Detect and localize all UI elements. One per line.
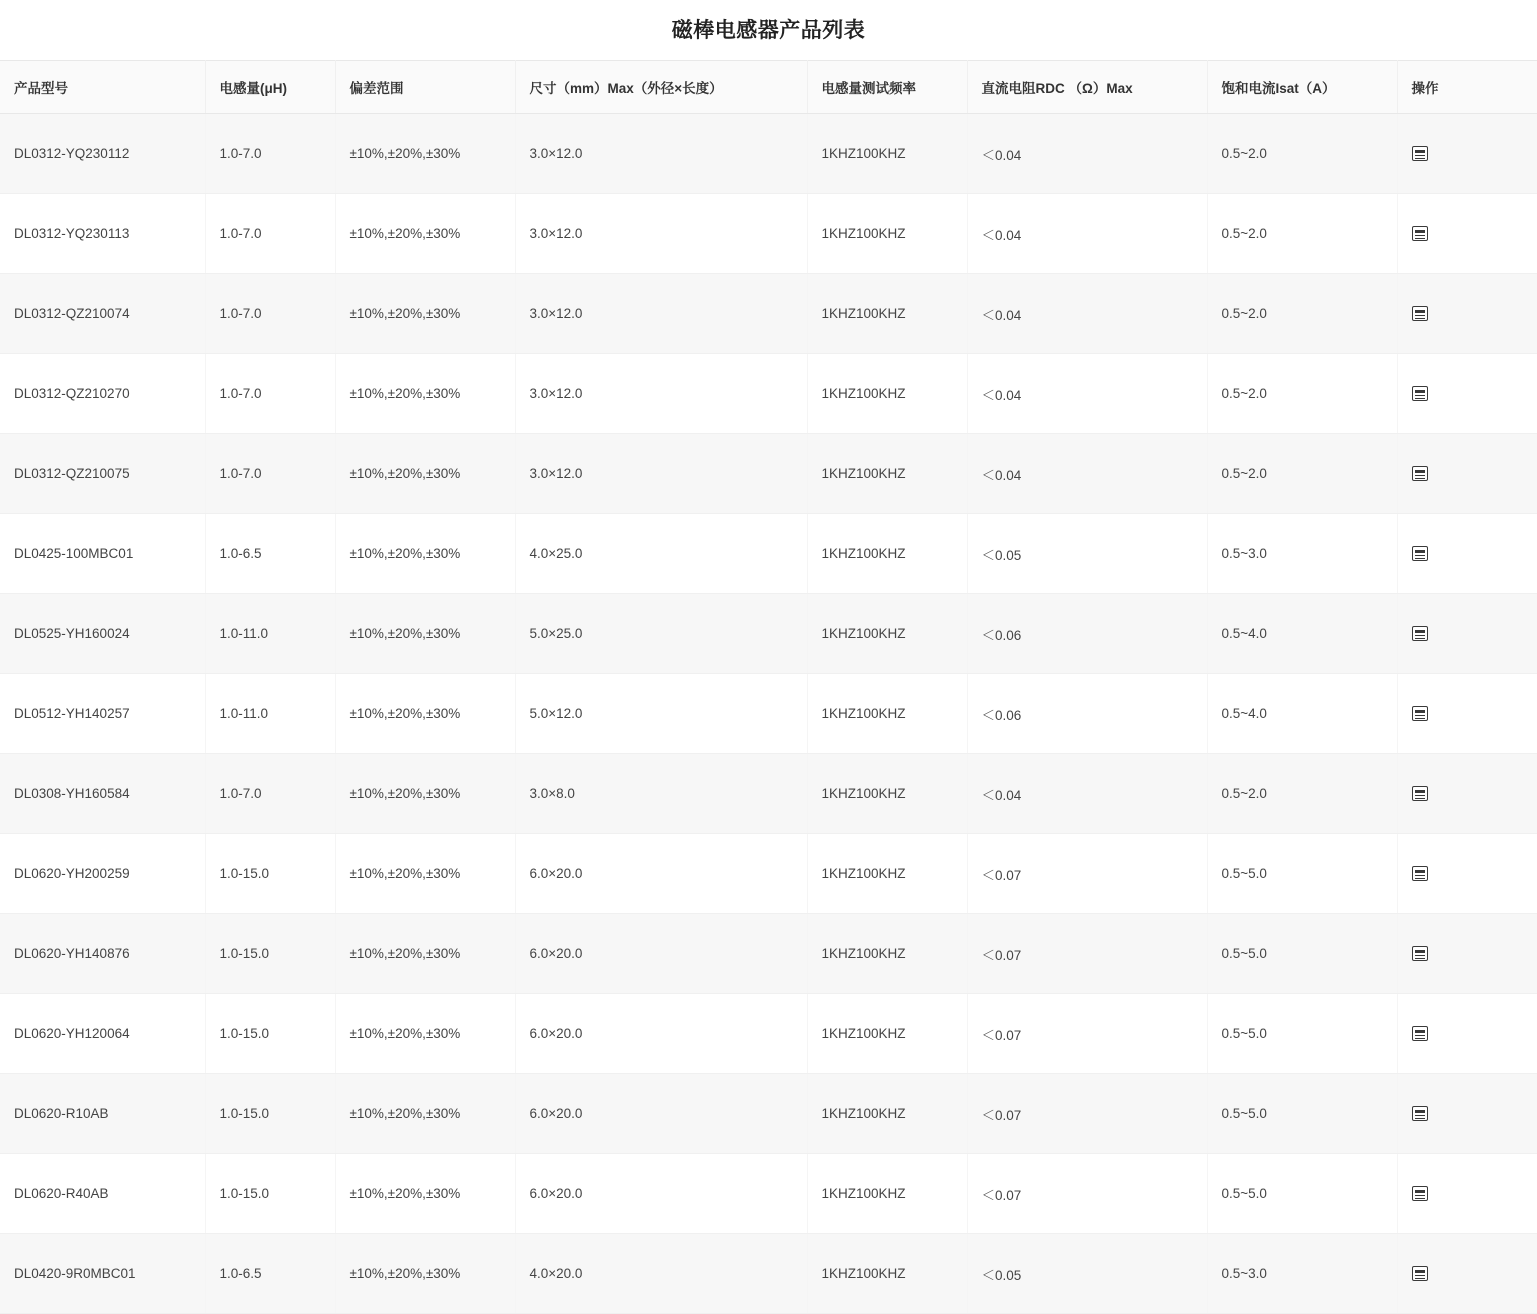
table-row <box>0 1074 1537 1154</box>
cell-model: DL0312-QZ210270 <box>0 354 205 434</box>
cell-isat: 0.5~4.0 <box>1207 674 1397 754</box>
column-header-rdc: 直流电阻RDC （Ω）Max <box>967 61 1207 114</box>
cell-tolerance: ±10%,±20%,±30% <box>335 754 515 834</box>
cell-frequency: 1KHZ100KHZ <box>807 1154 967 1234</box>
cell-model: DL0312-QZ210075 <box>0 434 205 514</box>
cell-tolerance: ±10%,±20%,±30% <box>335 354 515 434</box>
cell-action <box>1397 1234 1537 1314</box>
cell-tolerance: ±10%,±20%,±30% <box>335 514 515 594</box>
cell-model: DL0312-YQ230112 <box>0 114 205 194</box>
cell-tolerance: ±10%,±20%,±30% <box>335 194 515 274</box>
cell-frequency: 1KHZ100KHZ <box>807 434 967 514</box>
document-icon[interactable] <box>1412 1106 1428 1121</box>
cell-tolerance: ±10%,±20%,±30% <box>335 114 515 194</box>
cell-size: 4.0×25.0 <box>515 514 807 594</box>
cell-action <box>1397 354 1537 434</box>
cell-isat: 0.5~3.0 <box>1207 514 1397 594</box>
cell-size: 6.0×20.0 <box>515 914 807 994</box>
document-icon[interactable] <box>1412 1026 1428 1041</box>
cell-tolerance: ±10%,±20%,±30% <box>335 914 515 994</box>
cell-isat: 0.5~2.0 <box>1207 194 1397 274</box>
cell-tolerance: ±10%,±20%,±30% <box>335 1074 515 1154</box>
column-header-inductance: 电感量(μH) <box>205 61 335 114</box>
cell-model: DL0425-100MBC01 <box>0 514 205 594</box>
cell-size: 6.0×20.0 <box>515 834 807 914</box>
cell-action <box>1397 1154 1537 1234</box>
cell-rdc: ＜0.04 <box>967 114 1207 194</box>
cell-tolerance: ±10%,±20%,±30% <box>335 994 515 1074</box>
cell-isat: 0.5~4.0 <box>1207 594 1397 674</box>
cell-inductance: 1.0-7.0 <box>205 754 335 834</box>
cell-frequency: 1KHZ100KHZ <box>807 274 967 354</box>
cell-inductance: 1.0-7.0 <box>205 274 335 354</box>
cell-rdc: ＜0.04 <box>967 354 1207 434</box>
cell-frequency: 1KHZ100KHZ <box>807 194 967 274</box>
column-header-frequency: 电感量测试频率 <box>807 61 967 114</box>
cell-model: DL0620-YH200259 <box>0 834 205 914</box>
cell-action <box>1397 674 1537 754</box>
cell-rdc: ＜0.04 <box>967 194 1207 274</box>
cell-action <box>1397 994 1537 1074</box>
table-row <box>0 754 1537 834</box>
cell-size: 4.0×20.0 <box>515 1234 807 1314</box>
cell-rdc: ＜0.04 <box>967 274 1207 354</box>
cell-isat: 0.5~2.0 <box>1207 434 1397 514</box>
cell-rdc: ＜0.07 <box>967 1154 1207 1234</box>
table-header-row <box>0 61 1537 114</box>
cell-model: DL0525-YH160024 <box>0 594 205 674</box>
document-icon[interactable] <box>1412 546 1428 561</box>
table-row <box>0 514 1537 594</box>
cell-tolerance: ±10%,±20%,±30% <box>335 594 515 674</box>
cell-isat: 0.5~2.0 <box>1207 114 1397 194</box>
cell-inductance: 1.0-7.0 <box>205 194 335 274</box>
cell-frequency: 1KHZ100KHZ <box>807 914 967 994</box>
cell-inductance: 1.0-11.0 <box>205 594 335 674</box>
cell-tolerance: ±10%,±20%,±30% <box>335 1234 515 1314</box>
cell-size: 3.0×12.0 <box>515 274 807 354</box>
cell-inductance: 1.0-6.5 <box>205 514 335 594</box>
table-row <box>0 354 1537 434</box>
cell-inductance: 1.0-15.0 <box>205 914 335 994</box>
document-icon[interactable] <box>1412 786 1428 801</box>
cell-inductance: 1.0-7.0 <box>205 434 335 514</box>
column-header-action: 操作 <box>1397 61 1537 114</box>
document-icon[interactable] <box>1412 226 1428 241</box>
cell-isat: 0.5~2.0 <box>1207 274 1397 354</box>
table-row <box>0 434 1537 514</box>
document-icon[interactable] <box>1412 866 1428 881</box>
cell-rdc: ＜0.05 <box>967 1234 1207 1314</box>
table-row <box>0 1234 1537 1314</box>
cell-frequency: 1KHZ100KHZ <box>807 1074 967 1154</box>
cell-inductance: 1.0-6.5 <box>205 1234 335 1314</box>
document-icon[interactable] <box>1412 466 1428 481</box>
cell-isat: 0.5~5.0 <box>1207 914 1397 994</box>
table-row <box>0 1154 1537 1234</box>
page-title: 磁棒电感器产品列表 <box>671 19 866 42</box>
cell-model: DL0620-YH140876 <box>0 914 205 994</box>
cell-frequency: 1KHZ100KHZ <box>807 594 967 674</box>
table-row <box>0 914 1537 994</box>
product-table <box>0 60 1537 1314</box>
cell-inductance: 1.0-15.0 <box>205 1074 335 1154</box>
document-icon[interactable] <box>1412 706 1428 721</box>
cell-model: DL0312-QZ210074 <box>0 274 205 354</box>
cell-model: DL0620-R10AB <box>0 1074 205 1154</box>
table-row <box>0 594 1537 674</box>
cell-frequency: 1KHZ100KHZ <box>807 514 967 594</box>
table-row <box>0 994 1537 1074</box>
document-icon[interactable] <box>1412 306 1428 321</box>
document-icon[interactable] <box>1412 1266 1428 1281</box>
cell-rdc: ＜0.07 <box>967 834 1207 914</box>
cell-size: 6.0×20.0 <box>515 1074 807 1154</box>
cell-action <box>1397 434 1537 514</box>
cell-action <box>1397 114 1537 194</box>
cell-frequency: 1KHZ100KHZ <box>807 114 967 194</box>
table-header <box>0 61 1537 114</box>
cell-tolerance: ±10%,±20%,±30% <box>335 674 515 754</box>
cell-action <box>1397 274 1537 354</box>
cell-size: 3.0×12.0 <box>515 434 807 514</box>
cell-frequency: 1KHZ100KHZ <box>807 994 967 1074</box>
cell-size: 3.0×12.0 <box>515 194 807 274</box>
table-row <box>0 274 1537 354</box>
cell-tolerance: ±10%,±20%,±30% <box>335 434 515 514</box>
cell-inductance: 1.0-15.0 <box>205 1154 335 1234</box>
cell-inductance: 1.0-7.0 <box>205 114 335 194</box>
cell-size: 5.0×12.0 <box>515 674 807 754</box>
cell-model: DL0512-YH140257 <box>0 674 205 754</box>
cell-isat: 0.5~2.0 <box>1207 354 1397 434</box>
cell-action <box>1397 194 1537 274</box>
cell-model: DL0308-YH160584 <box>0 754 205 834</box>
table-row <box>0 114 1537 194</box>
cell-rdc: ＜0.06 <box>967 594 1207 674</box>
table-body <box>0 114 1537 1314</box>
column-header-isat: 饱和电流Isat（A） <box>1207 61 1397 114</box>
cell-model: DL0620-R40AB <box>0 1154 205 1234</box>
column-header-tolerance: 偏差范围 <box>335 61 515 114</box>
cell-action <box>1397 914 1537 994</box>
cell-model: DL0420-9R0MBC01 <box>0 1234 205 1314</box>
product-table-container <box>0 60 1537 1314</box>
cell-action <box>1397 1074 1537 1154</box>
cell-size: 3.0×12.0 <box>515 114 807 194</box>
cell-rdc: ＜0.04 <box>967 434 1207 514</box>
cell-size: 3.0×12.0 <box>515 354 807 434</box>
cell-rdc: ＜0.07 <box>967 914 1207 994</box>
cell-inductance: 1.0-15.0 <box>205 834 335 914</box>
cell-action <box>1397 754 1537 834</box>
document-icon[interactable] <box>1412 1186 1428 1201</box>
cell-action <box>1397 594 1537 674</box>
document-icon[interactable] <box>1412 386 1428 401</box>
cell-size: 6.0×20.0 <box>515 1154 807 1234</box>
cell-rdc: ＜0.06 <box>967 674 1207 754</box>
cell-size: 5.0×25.0 <box>515 594 807 674</box>
cell-action <box>1397 834 1537 914</box>
table-row <box>0 674 1537 754</box>
cell-size: 3.0×8.0 <box>515 754 807 834</box>
cell-rdc: ＜0.05 <box>967 514 1207 594</box>
cell-frequency: 1KHZ100KHZ <box>807 1234 967 1314</box>
cell-inductance: 1.0-15.0 <box>205 994 335 1074</box>
document-icon[interactable] <box>1412 146 1428 161</box>
cell-rdc: ＜0.04 <box>967 754 1207 834</box>
document-icon[interactable] <box>1412 946 1428 961</box>
cell-isat: 0.5~5.0 <box>1207 1074 1397 1154</box>
cell-isat: 0.5~2.0 <box>1207 754 1397 834</box>
cell-frequency: 1KHZ100KHZ <box>807 754 967 834</box>
cell-inductance: 1.0-7.0 <box>205 354 335 434</box>
cell-model: DL0312-YQ230113 <box>0 194 205 274</box>
table-row <box>0 194 1537 274</box>
cell-tolerance: ±10%,±20%,±30% <box>335 834 515 914</box>
cell-isat: 0.5~5.0 <box>1207 994 1397 1074</box>
cell-isat: 0.5~5.0 <box>1207 1154 1397 1234</box>
cell-tolerance: ±10%,±20%,±30% <box>335 1154 515 1234</box>
cell-isat: 0.5~3.0 <box>1207 1234 1397 1314</box>
column-header-size: 尺寸（mm）Max（外径×长度） <box>515 61 807 114</box>
document-icon[interactable] <box>1412 626 1428 641</box>
cell-frequency: 1KHZ100KHZ <box>807 354 967 434</box>
cell-rdc: ＜0.07 <box>967 1074 1207 1154</box>
column-header-model: 产品型号 <box>0 61 205 114</box>
cell-rdc: ＜0.07 <box>967 994 1207 1074</box>
cell-action <box>1397 514 1537 594</box>
table-row <box>0 834 1537 914</box>
cell-frequency: 1KHZ100KHZ <box>807 674 967 754</box>
cell-size: 6.0×20.0 <box>515 994 807 1074</box>
cell-frequency: 1KHZ100KHZ <box>807 834 967 914</box>
cell-inductance: 1.0-11.0 <box>205 674 335 754</box>
cell-isat: 0.5~5.0 <box>1207 834 1397 914</box>
cell-tolerance: ±10%,±20%,±30% <box>335 274 515 354</box>
cell-model: DL0620-YH120064 <box>0 994 205 1074</box>
